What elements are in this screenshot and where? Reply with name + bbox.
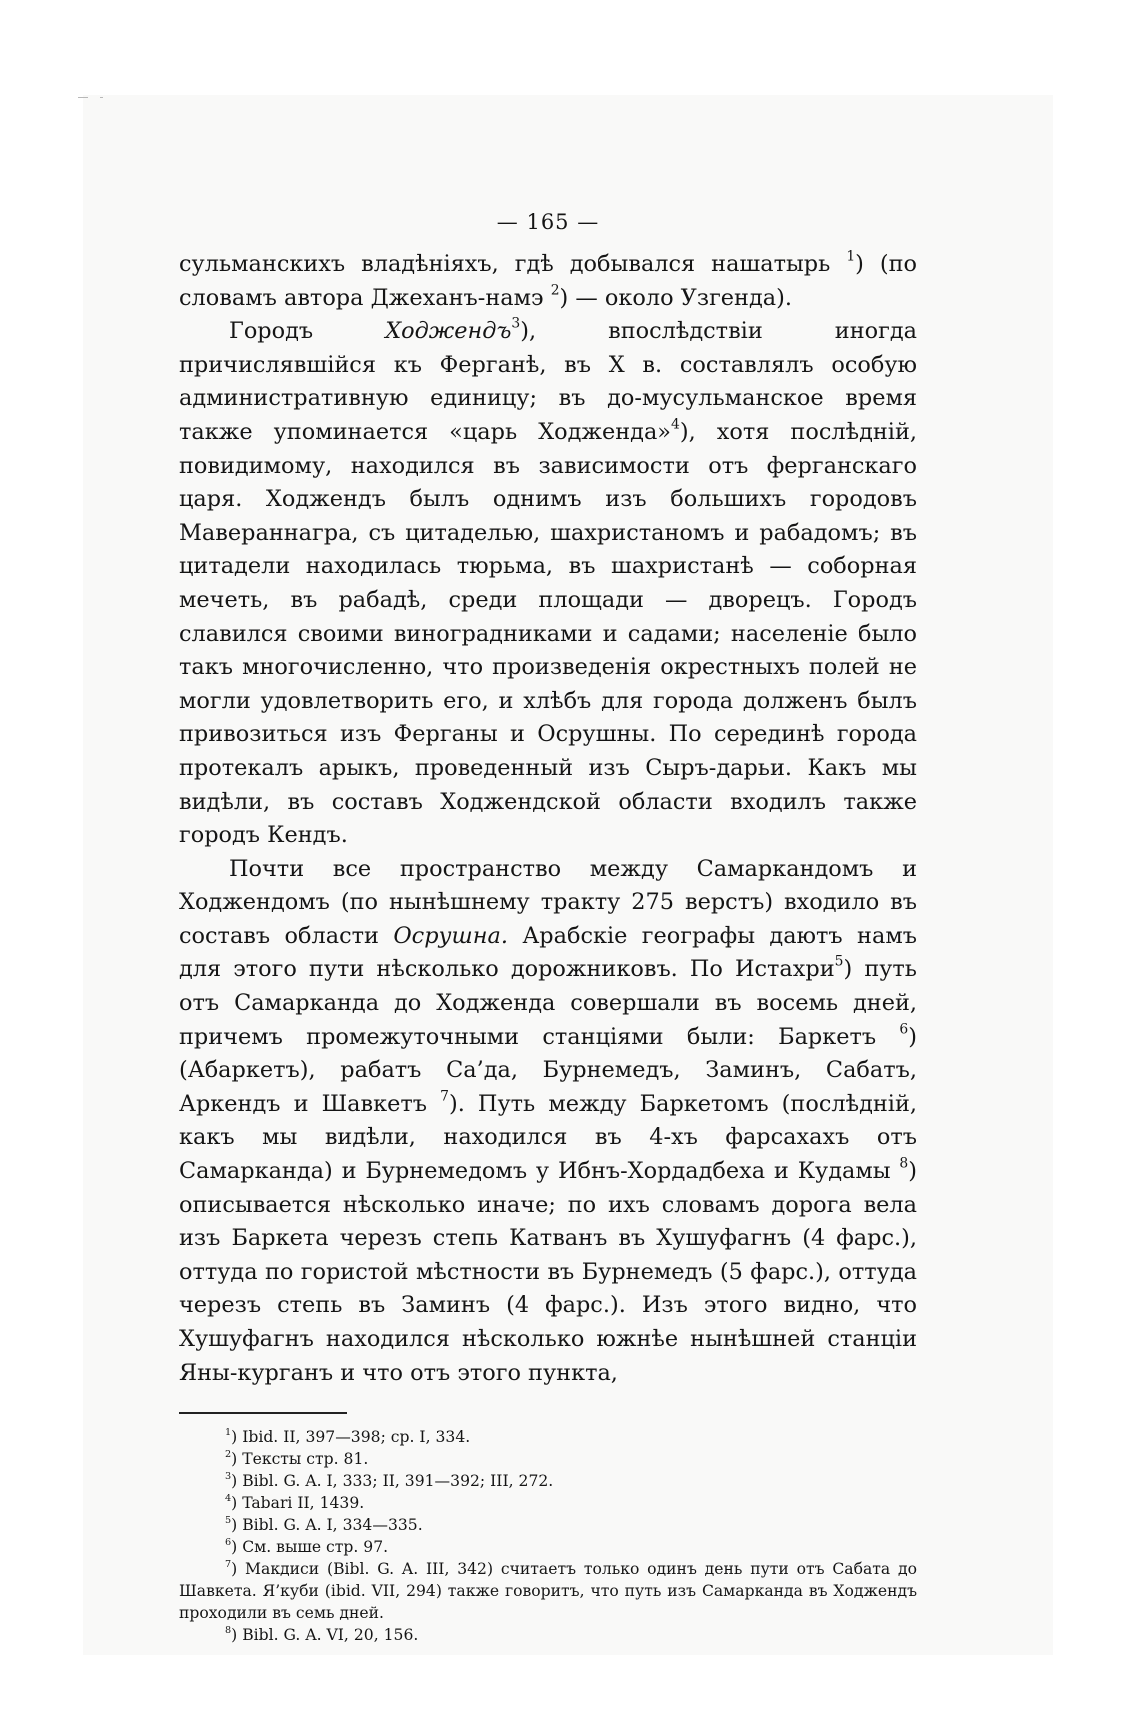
paragraph-3: Почти все пространство между Самаркандомъ и Ходжендомъ (по нынѣшнему тракту 275 верстъ) входило въ составъ области Осрушна. Арабскіе географы даютъ намъ для этого пути нѣсколько дорожниковъ. По Истахри$^5$) путь отъ Самарканда до Ходженда совершали въ восемь дней, причемъ промежуточными станціями были: Баркетъ $^6$) (Абаркетъ), рабатъ Са’да, Бурнемедъ, Заминъ, Сабатъ, Аркендъ и Шавкетъ $^7$). Путь между Баркетомъ (послѣдній, какъ мы видѣли, находился въ 4-хъ фарсахахъ отъ Самарканда) и Бурнемедомъ у Ибнъ-Хордадбеха и Кудамы $^8$) описывается нѣсколько иначе; по ихъ словамъ дорога вела изъ Баркета черезъ степь Катванъ въ Хушуфагнъ (4 фарс.), оттуда по гористой мѣстности въ Бурнемедъ (5 фарс.), оттуда черезъ степь въ Заминъ (4 фарс.). Изъ этого видно, что Хушуфагнъ находился нѣсколько южнѣе нынѣшней станціи Яны-курганъ и что отъ этого пункта, <box>179 855 917 1386</box>
footnote-ref: 1 <box>846 248 856 265</box>
footnote-ref: 6 <box>899 1021 909 1038</box>
italic-term: Осрушна. <box>393 922 508 949</box>
footnote-ref: 7 <box>440 1088 449 1105</box>
footnote-item: $^7$) Макдиси (Bibl. G. A. III, 342) считаетъ только одинъ день пути отъ Сабата до Шавкета. Я’куби (ibid. VII, 294) также говоритъ, что путь изъ Самарканда въ Ходжендъ проходили въ семь дней. <box>179 1558 917 1623</box>
page-number: — 165 — <box>496 210 600 234</box>
footnote-item: $^3$) Bibl. G. A. I, 333; II, 391—392; III, 272. <box>225 1470 554 1491</box>
footnote-ref: 2 <box>550 282 560 299</box>
footnote-item: $^6$) См. выше стр. 97. <box>225 1536 389 1557</box>
page-content <box>179 210 917 1646</box>
footnote-ref: 8 <box>899 1155 909 1172</box>
footnote-divider <box>179 1412 347 1414</box>
footnote-ref: 4 <box>671 416 680 433</box>
main-text <box>179 248 917 1390</box>
paragraph-1: сульманскихъ владѣніяхъ, гдѣ добывался нашатырь $^1$) (по словамъ автора Джеханъ-намэ $^2$) — около Узгенда). <box>179 248 917 311</box>
footnotes <box>179 1426 917 1646</box>
scan-mark <box>100 97 103 98</box>
footnote-item: $^4$) Tabari II, 1439. <box>225 1492 365 1513</box>
footnote-item: $^8$) Bibl. G. A. VI, 20, 156. <box>225 1624 419 1645</box>
footnote-item: $^1$) Ibid. II, 397—398; ср. I, 334. <box>225 1426 471 1447</box>
scan-mark <box>78 97 88 98</box>
italic-term: Ходжендъ <box>385 318 512 345</box>
footnote-item: $^5$) Bibl. G. A. I, 334—335. <box>225 1514 423 1535</box>
footnote-ref: 5 <box>834 954 844 971</box>
footnote-ref: 3 <box>511 315 521 332</box>
footnote-item: $^2$) Тексты стр. 81. <box>225 1448 369 1469</box>
paragraph-2: Городъ Ходжендъ$^3$), впослѣдствіи иногда причислявшійся къ Ферганѣ, въ X в. составлялъ особую административную единицу; въ до-мусульманское время также упоминается «царь Ходженда»$^4$), хотя послѣдній, повидимому, находился въ зависимости отъ ферганскаго царя. Ходжендъ былъ однимъ изъ большихъ городовъ Мавераннагра, съ цитаделью, шахристаномъ и рабадомъ; въ цитадели находилась тюрьма, въ шахристанѣ — соборная мечеть, въ рабадѣ, среди площади — дворецъ. Городъ славился своими виноградниками и садами; населеніе было такъ многочисленно, что произведенія окрестныхъ полей не могли удовлетворить его, и хлѣбъ для города долженъ былъ привозиться изъ Ферганы и Осрушны. По серединѣ города протекалъ арыкъ, проведенный изъ Сыръ-дарьи. Какъ мы видѣли, въ составъ Ходжендской области входилъ также городъ Кендъ. <box>179 315 917 849</box>
